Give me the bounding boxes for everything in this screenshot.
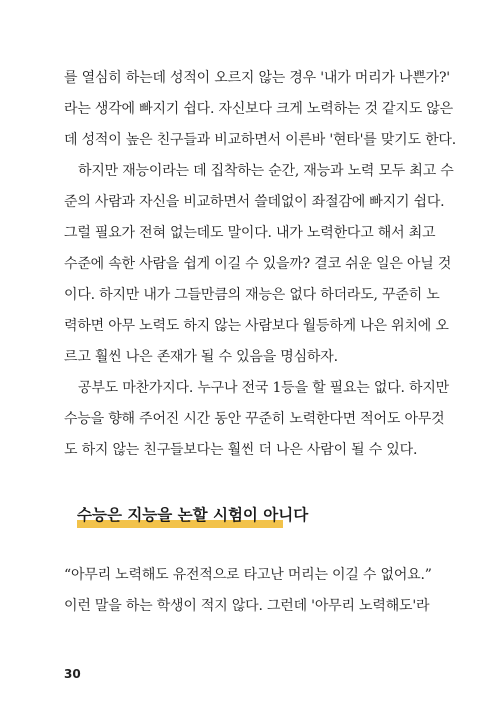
body-line: 력하면 아무 노력도 하지 않는 사람보다 월등하게 나은 위치에 오: [64, 318, 449, 334]
body-line: 준의 사람과 자신을 비교하면서 쓸데없이 좌절감에 빠지기 쉽다.: [64, 194, 445, 210]
body-line: 데 성적이 높은 친구들과 비교하면서 이른바 '현타'를 맞기도 한다.: [64, 132, 456, 148]
quote-line: “아무리 노력해도 유전적으로 타고난 머리는 이길 수 없어요.”: [64, 567, 432, 583]
body-line: 하지만 재능이라는 데 집착하는 순간, 재능과 노력 모두 최고 수: [78, 163, 454, 179]
section-heading: [77, 505, 309, 531]
body-line: 그럴 필요가 전혀 없는데도 말이다. 내가 노력한다고 해서 최고: [64, 225, 436, 241]
body-line: 수능을 향해 주어진 시간 동안 꾸준히 노력한다면 적어도 아무것: [64, 411, 445, 427]
body-line: 르고 훨씬 나은 존재가 될 수 있음을 명심하자.: [64, 349, 338, 365]
body-line: 이다. 하지만 내가 그들만큼의 재능은 없다 하더라도, 꾸준히 노: [64, 287, 440, 303]
body-line: 도 하지 않는 친구들보다는 훨씬 더 나은 사람이 될 수 있다.: [64, 442, 418, 458]
body-line: 수준에 속한 사람을 쉽게 이길 수 있을까? 결코 쉬운 일은 아닐 것: [64, 256, 452, 272]
body-line: 이런 말을 하는 학생이 적지 않다. 그런데 '아무리 노력해도'라: [64, 598, 430, 614]
section-heading-title: 수능은 지능을 논할 시험이 아니다: [77, 506, 309, 524]
body-line: 를 열심히 하는데 성적이 오르지 않는 경우 '내가 머리가 나쁜가?': [64, 70, 450, 86]
page-number: 30: [64, 667, 81, 681]
body-line: 공부도 마찬가지다. 누구나 전국 1등을 할 필요는 없다. 하지만: [78, 380, 449, 396]
body-line: 라는 생각에 빠지기 쉽다. 자신보다 크게 노력하는 것 같지도 않은: [64, 101, 453, 117]
